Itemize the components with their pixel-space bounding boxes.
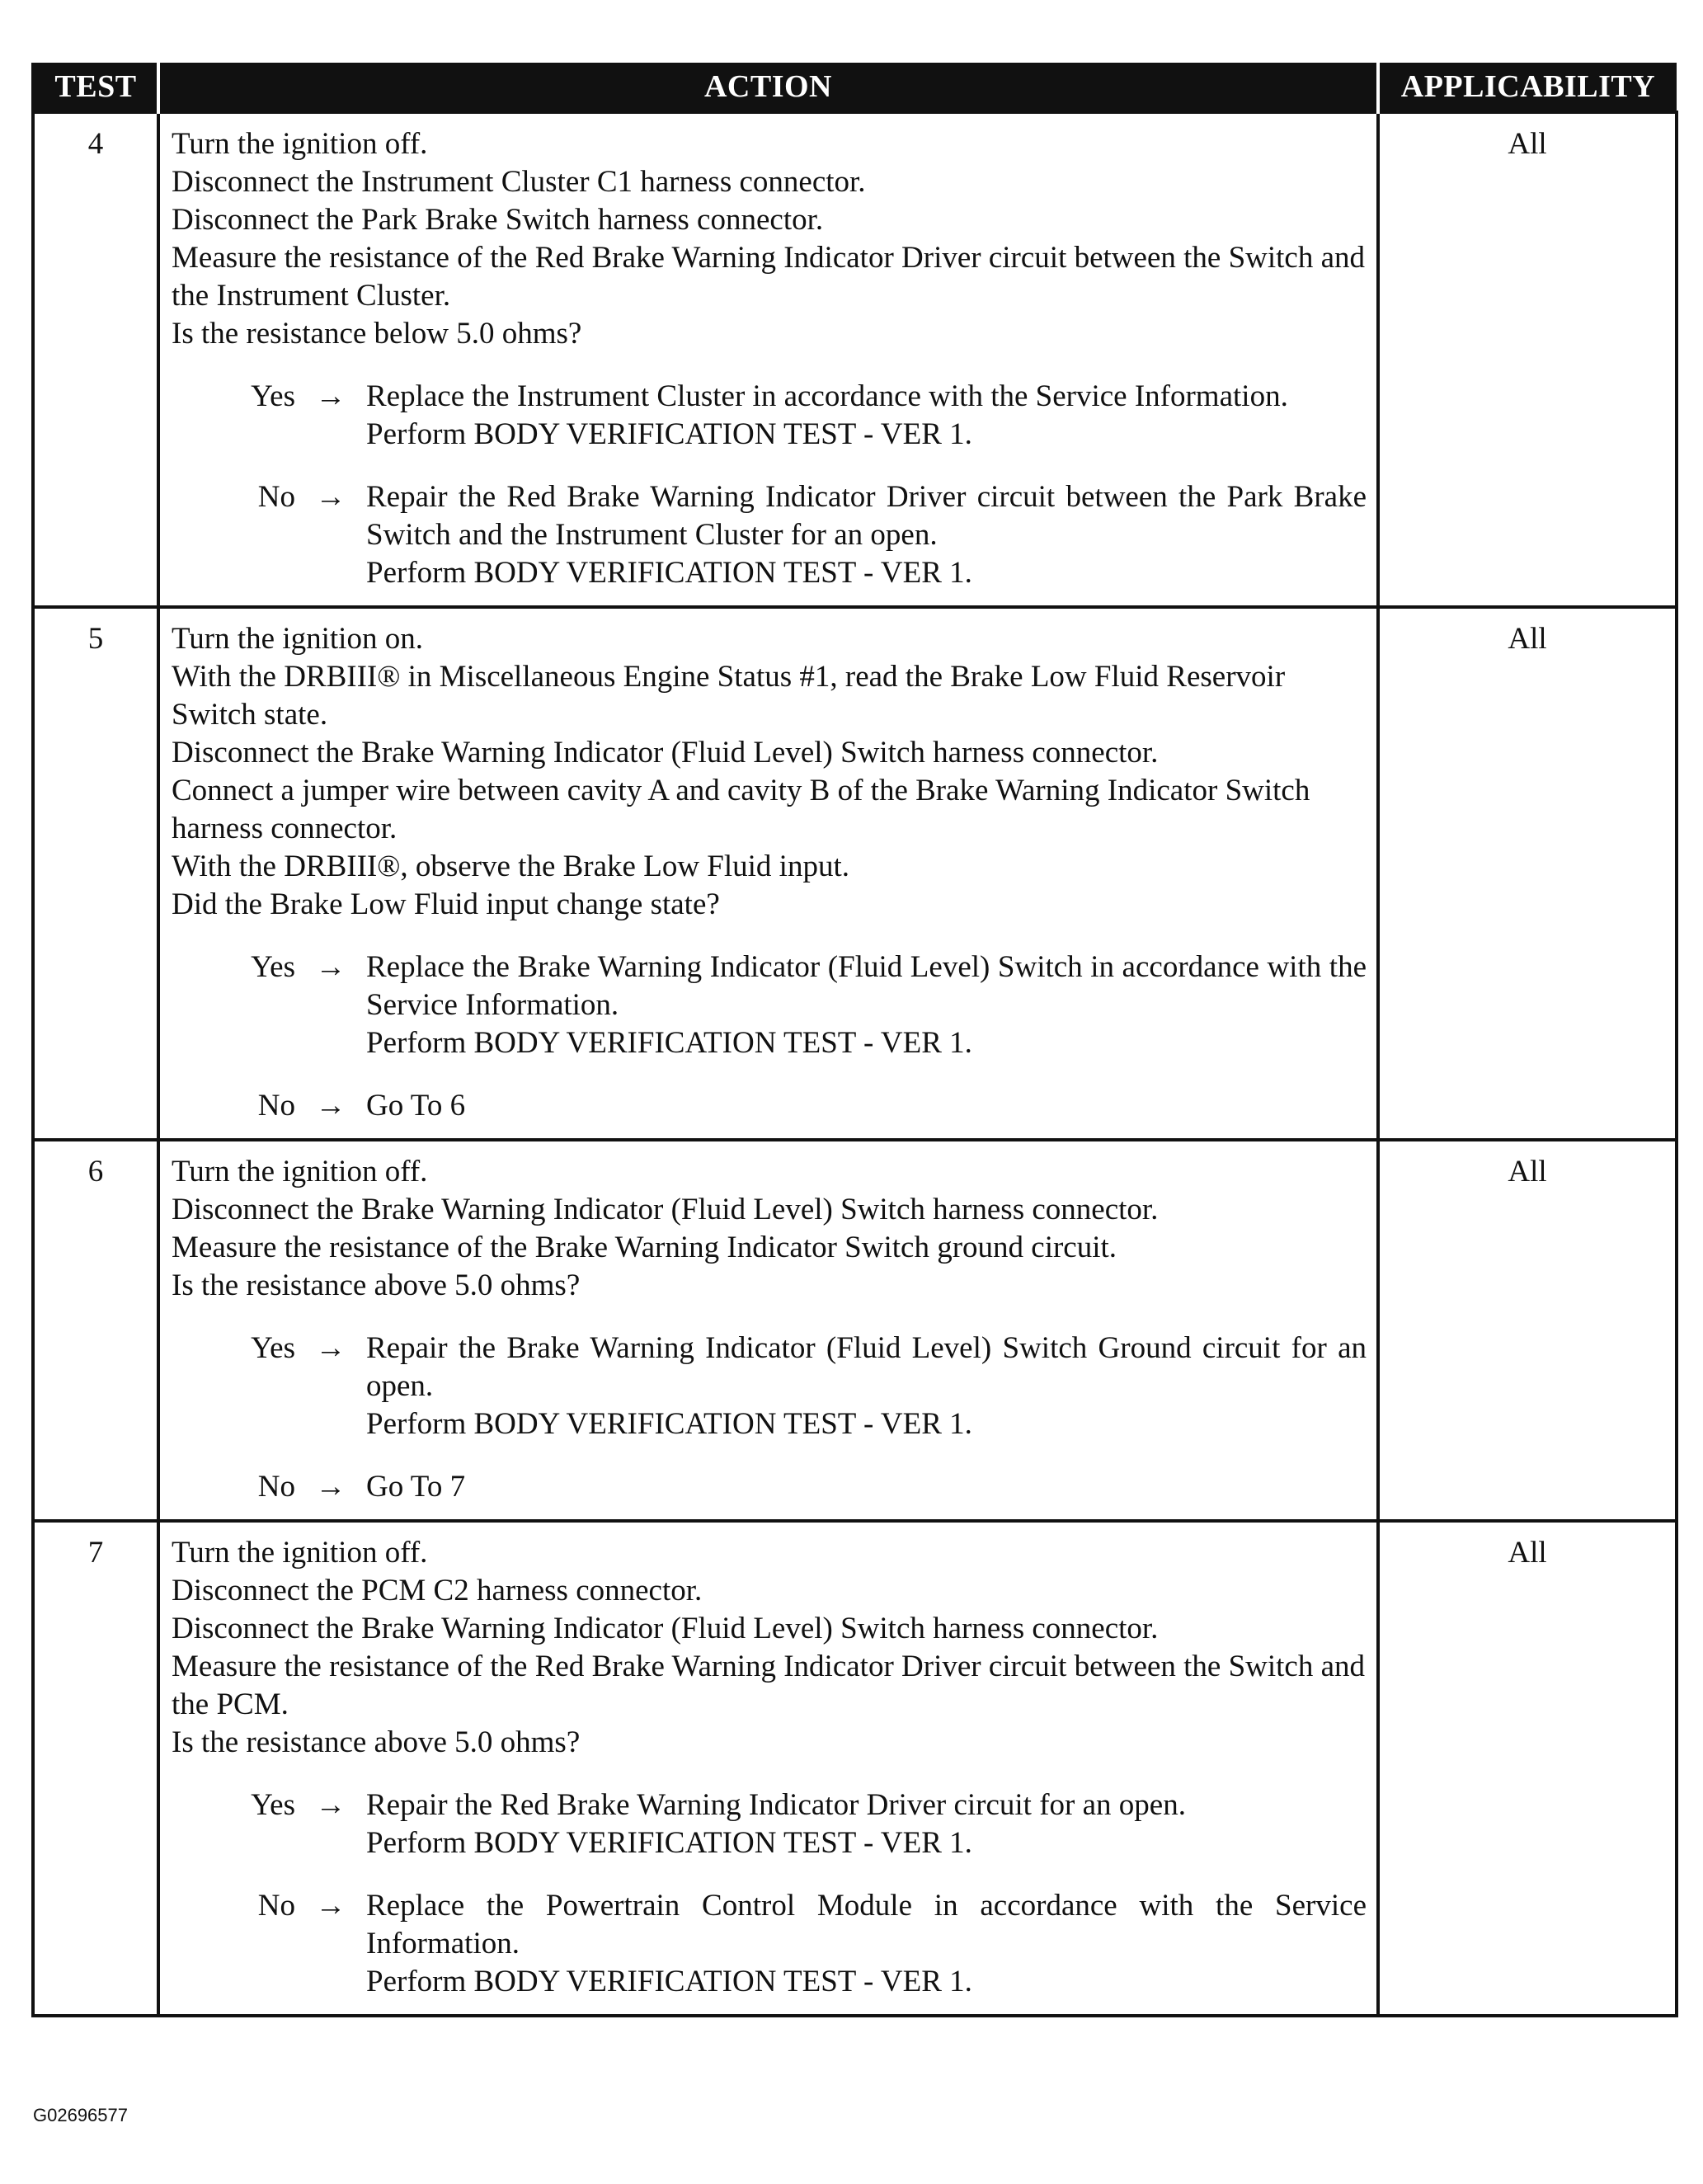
outcome-no: [172, 1468, 1367, 1506]
outcome-no: [172, 478, 1367, 592]
action-step: Disconnect the Instrument Cluster C1 harness connector.: [172, 165, 866, 199]
test-number: 4: [33, 112, 158, 607]
outcome-text: [366, 1786, 1367, 1862]
action-step: Turn the ignition off.: [172, 127, 428, 161]
action-step: With the DRBIII®, observe the Brake Low Fluid input.: [172, 850, 849, 883]
test-number: 5: [33, 607, 158, 1140]
action-step: Measure the resistance of the Red Brake Warning Indicator Driver circuit between the Switch and the PCM.: [172, 1650, 1366, 1721]
outcome-label: No: [257, 480, 295, 514]
outcome-line: Replace the Brake Warning Indicator (Fluid Level) Switch in accordance with the Service Information.: [366, 950, 1367, 1022]
table-header: [33, 63, 1677, 112]
outcome-text: [366, 1330, 1367, 1443]
action-step: Did the Brake Low Fluid input change state?: [172, 887, 720, 921]
action-cell: [158, 1140, 1378, 1521]
table-row: [33, 1521, 1677, 2016]
action-step: Measure the resistance of the Brake Warning Indicator Switch ground circuit.: [172, 1231, 1117, 1264]
table-row: [33, 607, 1677, 1140]
test-number: 6: [33, 1140, 158, 1521]
diagnostic-page: [31, 63, 1675, 2017]
action-cell: [158, 607, 1378, 1140]
arrow-right-icon: →: [315, 1331, 346, 1365]
action-step: Is the resistance above 5.0 ohms?: [172, 1725, 581, 1759]
outcome-yes: [172, 1786, 1367, 1862]
action-step: Disconnect the Brake Warning Indicator (Fluid Level) Switch harness connector.: [172, 736, 1159, 770]
outcome-line: Go To 7: [366, 1470, 466, 1504]
action-step: Is the resistance above 5.0 ohms?: [172, 1269, 581, 1302]
outcome-line: Perform BODY VERIFICATION TEST - VER 1.: [366, 1026, 972, 1060]
arrow-right-icon: →: [315, 480, 346, 514]
arrow-right-icon: →: [315, 950, 346, 984]
action-step: Turn the ignition off.: [172, 1536, 428, 1570]
applicability-value: All: [1378, 112, 1677, 607]
action-step: Disconnect the Brake Warning Indicator (Fluid Level) Switch harness connector.: [172, 1612, 1159, 1645]
outcome-line: Perform BODY VERIFICATION TEST - VER 1.: [366, 556, 972, 590]
outcome-label: Yes: [251, 379, 295, 413]
action-cell: [158, 112, 1378, 607]
outcome-no: [172, 1887, 1367, 2001]
arrow-right-icon: →: [315, 1470, 346, 1504]
outcome-line: Repair the Red Brake Warning Indicator Driver circuit for an open.: [366, 1788, 1186, 1822]
outcome-label: No: [257, 1089, 295, 1123]
figure-code: G02696577: [33, 2105, 128, 2125]
applicability-value: All: [1378, 607, 1677, 1140]
outcome-label: Yes: [251, 1331, 295, 1365]
action-step: Disconnect the PCM C2 harness connector.: [172, 1574, 703, 1607]
outcome-text: [366, 1087, 1367, 1125]
arrow-right-icon: →: [315, 1889, 346, 1923]
outcome-line: Repair the Red Brake Warning Indicator Driver circuit between the Park Brake Switch and the Instrument Cluster for an open.: [366, 480, 1367, 552]
outcome-line: Replace the Instrument Cluster in accordance with the Service Information.: [366, 379, 1288, 413]
outcome-text: [366, 1887, 1367, 2001]
outcome-text: [366, 378, 1367, 454]
arrow-right-icon: →: [315, 1089, 346, 1123]
action-step: Turn the ignition off.: [172, 1155, 428, 1188]
outcome-yes: [172, 948, 1367, 1062]
outcome-no: [172, 1087, 1367, 1125]
applicability-value: All: [1378, 1140, 1677, 1521]
header-test: TEST: [33, 63, 158, 112]
outcome-line: Repair the Brake Warning Indicator (Fluid Level) Switch Ground circuit for an open.: [366, 1331, 1367, 1403]
action-step: Measure the resistance of the Red Brake Warning Indicator Driver circuit between the Switch and the Instrument Cluster.: [172, 241, 1366, 313]
header-applicability: APPLICABILITY: [1378, 63, 1677, 112]
test-number: 7: [33, 1521, 158, 2016]
outcome-label: No: [257, 1889, 295, 1923]
outcome-text: [366, 1468, 1367, 1506]
diagnostic-table: [31, 63, 1678, 2017]
action-step: Disconnect the Brake Warning Indicator (Fluid Level) Switch harness connector.: [172, 1193, 1159, 1226]
table-body: [33, 112, 1677, 2016]
arrow-right-icon: →: [315, 1788, 346, 1822]
outcome-line: Perform BODY VERIFICATION TEST - VER 1.: [366, 1407, 972, 1441]
outcome-line: Replace the Powertrain Control Module in accordance with the Service Information.: [366, 1889, 1367, 1960]
outcome-label: No: [257, 1470, 295, 1504]
action-step: Turn the ignition on.: [172, 622, 423, 656]
action-step: Connect a jumper wire between cavity A and cavity B of the Brake Warning Indicator Switch harness connector.: [172, 774, 1310, 845]
outcome-yes: [172, 1330, 1367, 1443]
outcome-line: Perform BODY VERIFICATION TEST - VER 1.: [366, 1826, 972, 1860]
header-action: ACTION: [158, 63, 1378, 112]
action-step: Disconnect the Park Brake Switch harness connector.: [172, 203, 824, 237]
outcome-text: [366, 948, 1367, 1062]
outcome-line: Perform BODY VERIFICATION TEST - VER 1.: [366, 1965, 972, 1998]
table-row: [33, 112, 1677, 607]
applicability-value: All: [1378, 1521, 1677, 2016]
outcome-line: Perform BODY VERIFICATION TEST - VER 1.: [366, 417, 972, 451]
outcome-yes: [172, 378, 1367, 454]
action-step: Is the resistance below 5.0 ohms?: [172, 317, 582, 351]
outcome-label: Yes: [251, 950, 295, 984]
outcome-label: Yes: [251, 1788, 295, 1822]
arrow-right-icon: →: [315, 379, 346, 413]
action-cell: [158, 1521, 1378, 2016]
outcome-line: Go To 6: [366, 1089, 466, 1123]
table-row: [33, 1140, 1677, 1521]
action-step: With the DRBIII® in Miscellaneous Engine Status #1, read the Brake Low Fluid Reservoir Switch state.: [172, 660, 1286, 732]
outcome-text: [366, 478, 1367, 592]
